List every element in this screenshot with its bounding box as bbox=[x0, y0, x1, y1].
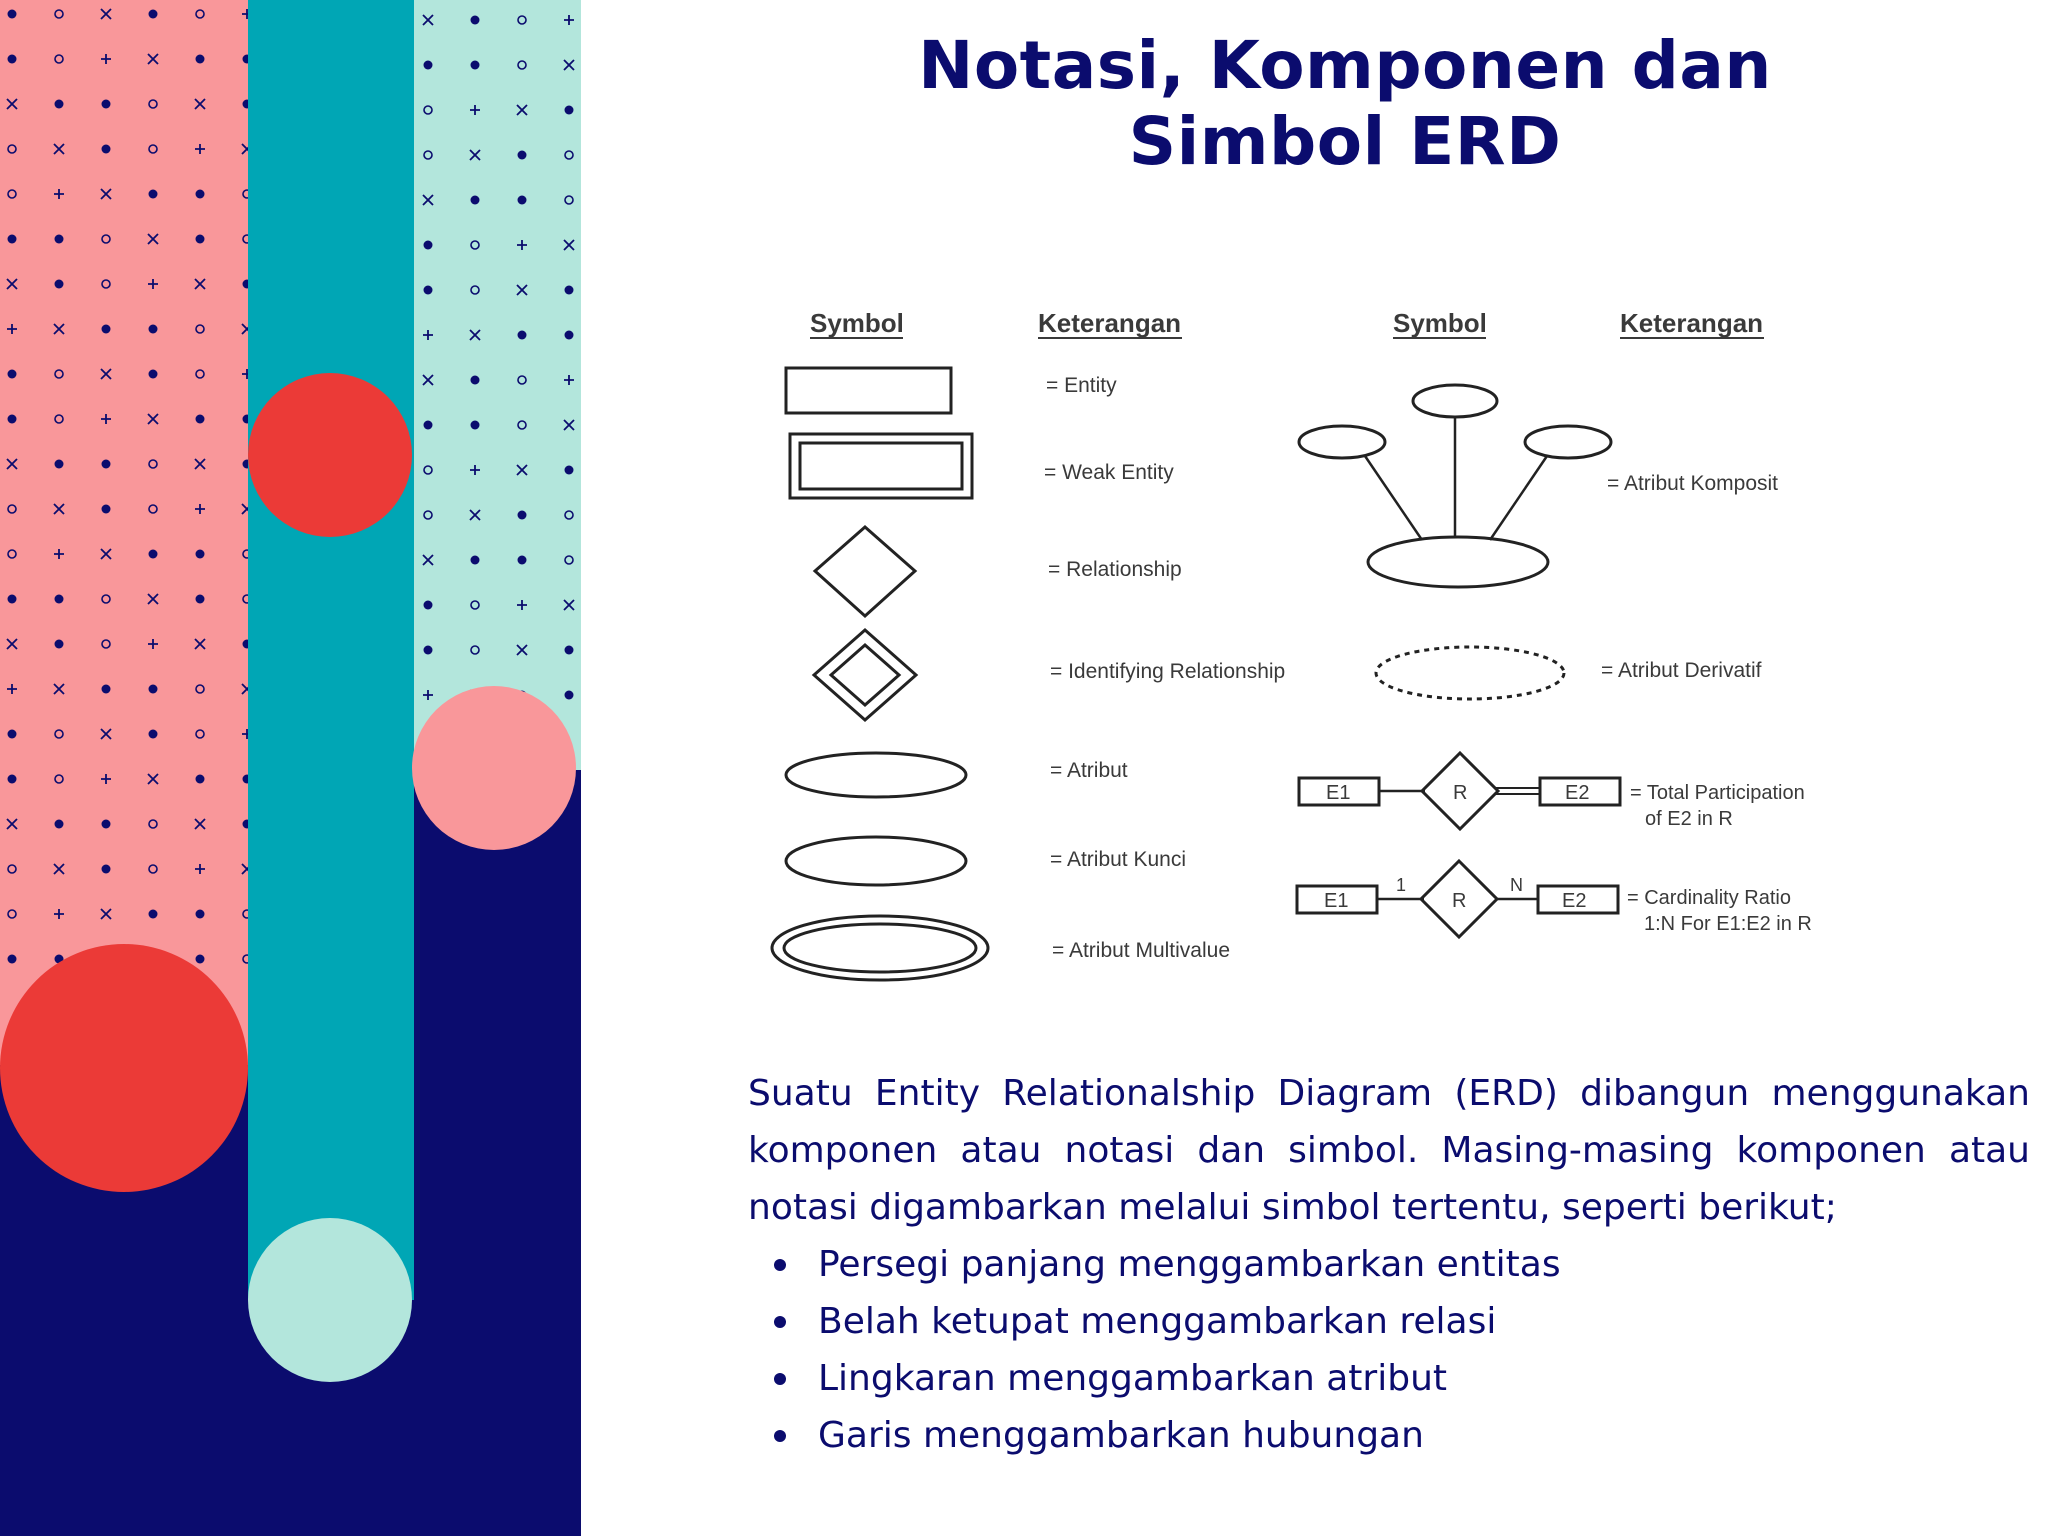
label-derived-attribute: = Atribut Derivatif bbox=[1601, 659, 1762, 682]
pattern-mark bbox=[8, 955, 17, 964]
cr-e1-label: E1 bbox=[1324, 890, 1349, 912]
pattern-mark bbox=[565, 691, 574, 700]
identifying-relationship-symbol bbox=[814, 630, 916, 720]
pattern-mark bbox=[196, 775, 205, 784]
pattern-mark bbox=[196, 595, 205, 604]
pattern-mark bbox=[565, 331, 574, 340]
erd-symbol-figure bbox=[750, 290, 1900, 1020]
pattern-mark bbox=[518, 556, 527, 565]
header-symbol-left: Symbol bbox=[810, 308, 904, 338]
pattern-mark bbox=[149, 550, 158, 559]
cr-e2-label: E2 bbox=[1562, 890, 1587, 912]
label-entity: = Entity bbox=[1046, 374, 1117, 397]
label-weak-entity: = Weak Entity bbox=[1044, 461, 1174, 484]
pattern-mark bbox=[55, 100, 64, 109]
relationship-symbol bbox=[815, 527, 915, 616]
mint-column bbox=[414, 0, 581, 770]
pattern-mark bbox=[102, 145, 111, 154]
multivalue-attribute-symbol bbox=[772, 916, 988, 980]
header-keterangan-left: Keterangan bbox=[1038, 308, 1182, 338]
pattern-mark bbox=[8, 775, 17, 784]
pattern-mark bbox=[196, 415, 205, 424]
pattern-mark bbox=[471, 61, 480, 70]
bullet-text: Garis menggambarkan hubungan bbox=[818, 1415, 1424, 1456]
pattern-mark bbox=[565, 286, 574, 295]
cr-one-label: 1 bbox=[1396, 875, 1407, 895]
label-relationship: = Relationship bbox=[1048, 558, 1182, 581]
bullet-text: Lingkaran menggambarkan atribut bbox=[818, 1358, 1447, 1399]
title-line-1: Notasi, Komponen dan bbox=[918, 27, 1772, 104]
list-item bbox=[748, 1293, 2030, 1350]
derived-attribute-symbol bbox=[1376, 647, 1564, 699]
pattern-mark bbox=[149, 10, 158, 19]
label-attribute: = Atribut bbox=[1050, 759, 1128, 782]
header-symbol-right: Symbol bbox=[1393, 308, 1487, 338]
pattern-mark bbox=[8, 55, 17, 64]
bullet-icon bbox=[774, 1259, 786, 1271]
erd-symbol-table bbox=[750, 290, 1900, 1020]
tp-e2-label: E2 bbox=[1565, 782, 1590, 804]
decorative-panel bbox=[0, 0, 581, 1536]
bullet-text: Belah ketupat menggambarkan relasi bbox=[818, 1301, 1497, 1342]
pattern-mark bbox=[8, 415, 17, 424]
pattern-mark bbox=[149, 370, 158, 379]
pattern-mark bbox=[565, 466, 574, 475]
pattern-mark bbox=[518, 196, 527, 205]
intro-paragraph: Suatu Entity Relationalship Diagram (ERD) dibangun menggunakan komponen atau notasi dan simbol. Masing-masing komponen atau notasi digambarkan melalui simbol tertentu, seperti berikut; bbox=[748, 1073, 2030, 1228]
pattern-mark bbox=[149, 190, 158, 199]
pattern-mark bbox=[196, 235, 205, 244]
tp-e1-label: E1 bbox=[1326, 782, 1351, 804]
pattern-mark bbox=[102, 100, 111, 109]
pattern-mark bbox=[565, 106, 574, 115]
header-keterangan-right: Keterangan bbox=[1620, 308, 1764, 338]
bullet-text: Persegi panjang menggambarkan entitas bbox=[818, 1244, 1561, 1285]
pattern-mark bbox=[518, 331, 527, 340]
pattern-mark bbox=[8, 370, 17, 379]
label-total-participation-2: of E2 in R bbox=[1645, 808, 1733, 830]
pattern-mark bbox=[149, 910, 158, 919]
pattern-mark bbox=[102, 865, 111, 874]
salmon-column bbox=[0, 0, 248, 1065]
pattern-mark bbox=[518, 511, 527, 520]
pattern-mark bbox=[55, 280, 64, 289]
pattern-mark bbox=[424, 421, 433, 430]
cr-n-label: N bbox=[1510, 875, 1523, 895]
tp-r-label: R bbox=[1453, 782, 1468, 804]
pattern-mark bbox=[149, 685, 158, 694]
pattern-mark bbox=[55, 640, 64, 649]
pink-circle bbox=[412, 686, 576, 850]
pattern-mark bbox=[8, 595, 17, 604]
pattern-mark bbox=[55, 235, 64, 244]
label-key-attribute: = Atribut Kunci bbox=[1050, 848, 1186, 871]
pattern-mark bbox=[471, 421, 480, 430]
label-total-participation-1: = Total Participation bbox=[1630, 782, 1805, 804]
list-item bbox=[748, 1236, 2030, 1293]
pattern-mark bbox=[424, 286, 433, 295]
key-attribute-symbol bbox=[786, 837, 966, 885]
list-item bbox=[748, 1407, 2030, 1464]
pattern-mark bbox=[196, 55, 205, 64]
pattern-mark bbox=[149, 730, 158, 739]
title-line-2: Simbol ERD bbox=[1128, 103, 1562, 180]
pattern-mark bbox=[565, 646, 574, 655]
label-identifying-relationship: = Identifying Relationship bbox=[1050, 660, 1286, 683]
teal-column bbox=[248, 0, 414, 1300]
red-circle bbox=[0, 944, 248, 1192]
pattern-mark bbox=[102, 505, 111, 514]
pattern-mark bbox=[55, 820, 64, 829]
pattern-mark bbox=[55, 460, 64, 469]
pattern-mark bbox=[149, 325, 158, 334]
pattern-mark bbox=[102, 325, 111, 334]
pattern-mark bbox=[424, 241, 433, 250]
pattern-mark bbox=[471, 376, 480, 385]
entity-symbol bbox=[786, 368, 951, 413]
list-item bbox=[748, 1350, 2030, 1407]
decorative-shapes bbox=[0, 0, 581, 1536]
bullet-icon bbox=[774, 1316, 786, 1328]
pattern-mark bbox=[102, 820, 111, 829]
pattern-mark bbox=[518, 151, 527, 160]
pattern-mark bbox=[471, 556, 480, 565]
pattern-mark bbox=[196, 910, 205, 919]
red-circle bbox=[248, 373, 412, 537]
bullet-icon bbox=[774, 1430, 786, 1442]
pattern-mark bbox=[102, 460, 111, 469]
pattern-mark bbox=[471, 16, 480, 25]
label-composite-attribute: = Atribut Komposit bbox=[1607, 472, 1779, 495]
pattern-mark bbox=[196, 955, 205, 964]
bullet-list bbox=[748, 1236, 2030, 1464]
weak-entity-symbol bbox=[790, 434, 972, 498]
pattern-mark bbox=[8, 10, 17, 19]
mint-circle bbox=[248, 1218, 412, 1382]
label-cardinality-2: 1:N For E1:E2 in R bbox=[1644, 913, 1812, 935]
label-multivalue-attribute: = Atribut Multivalue bbox=[1052, 939, 1231, 962]
pattern-mark bbox=[424, 601, 433, 610]
pattern-mark bbox=[196, 190, 205, 199]
label-cardinality-1: = Cardinality Ratio bbox=[1627, 887, 1791, 909]
cr-r-label: R bbox=[1452, 890, 1467, 912]
pattern-mark bbox=[424, 61, 433, 70]
pattern-mark bbox=[424, 646, 433, 655]
pattern-mark bbox=[196, 550, 205, 559]
composite-attribute-symbol bbox=[1299, 385, 1611, 587]
pattern-mark bbox=[102, 685, 111, 694]
pattern-mark bbox=[8, 235, 17, 244]
bullet-icon bbox=[774, 1373, 786, 1385]
page-title bbox=[820, 28, 1870, 180]
body-content bbox=[748, 1065, 2030, 1464]
pattern-mark bbox=[55, 595, 64, 604]
attribute-symbol bbox=[786, 753, 966, 797]
pattern-mark bbox=[8, 730, 17, 739]
pattern-mark bbox=[471, 196, 480, 205]
